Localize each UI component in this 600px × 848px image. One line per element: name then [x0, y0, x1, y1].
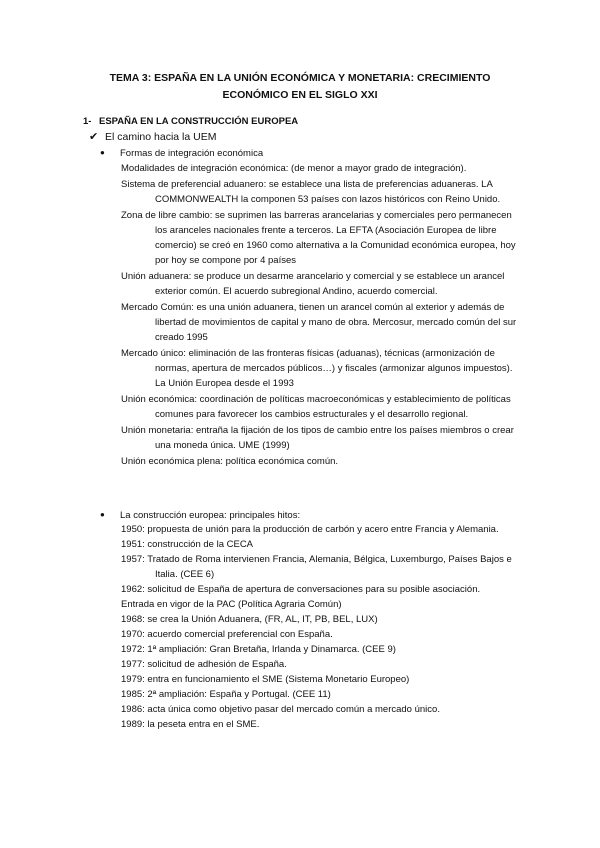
list-item: Unión económica plena: política económica común. [121, 456, 339, 467]
list-item: Mercado Común: es una unión aduanera, tienen un arancel común al exterior y además de libertad de movimientos de capital y mano de obra. Mercosur, mercado común del sur creado 1995 [121, 302, 517, 343]
list-item: 1986: acta única como objetivo pasar del mercado común a mercado único. [121, 704, 440, 715]
list-item: Sistema de preferencial aduanero: se establece una lista de preferencias aduaneras. LA COMMONWEALTH la componen 53 países con lazos históricos con Reino Unido. [121, 179, 501, 205]
list-item: 1968: se crea la Unión Aduanera, (FR, AL, IT, PB, BEL, LUX) [121, 614, 378, 625]
list-item: 1989: la peseta entra en el SME. [121, 719, 260, 730]
bullet-item [100, 508, 300, 523]
title-line-1: TEMA 3: ESPAÑA EN LA UNIÓN ECONÓMICA Y MONETARIA: CRECIMIENTO [109, 72, 491, 84]
bullet-icon: ● [100, 510, 105, 519]
list-item: 1972: 1ª ampliación: Gran Bretaña, Irlanda y Dinamarca. (CEE 9) [121, 644, 396, 655]
list-item: Unión económica: coordinación de políticas macroeconómicas y establecimiento de políticas comunes para favorecer los cambios estructurales y el desarrollo regional. [121, 394, 511, 420]
bullet-item [100, 146, 263, 161]
title-line-2: ECONÓMICO EN EL SIGLO XXI [222, 89, 378, 101]
list-item: Zona de libre cambio: se suprimen las barreras arancelarias y comerciales pero permanecen los aranceles nacionales frente a terceros. La EFTA (Asociación Europea de libre comercio) se creó en 1960 como alternativa a la Comunidad económica europea, hoy por hoy se compone por 4 países [121, 210, 516, 266]
milestones-list [121, 522, 521, 732]
section-label: ESPAÑA EN LA CONSTRUCCIÓN EUROPEA [99, 116, 299, 127]
list-item: Entrada en vigor de la PAC (Política Agraria Común) [121, 599, 342, 610]
section-number: 1- [83, 116, 92, 127]
list-item: Modalidades de integración económica: (de menor a mayor grado de integración). [121, 163, 467, 174]
list-item: 1951: construcción de la CECA [121, 539, 254, 550]
list-item: Mercado único: eliminación de las fronteras físicas (aduanas), técnicas (armonización de normas, apertura de mercados públicos…) y fiscales (armonizar algunos impuestos). La Unión Europea desde el 1993 [121, 348, 513, 389]
checklist-item [89, 130, 216, 144]
list-item: Unión monetaria: entraña la fijación de los tipos de cambio entre los países miembros o crear una moneda única. UME (1999) [121, 425, 514, 451]
bullet-icon: ● [100, 148, 105, 157]
list-item: 1979: entra en funcionamiento el SME (Sistema Monetario Europeo) [121, 674, 410, 685]
page-title [60, 70, 540, 104]
list-item: 1962: solicitud de España de apertura de conversaciones para su posible asociación. [121, 584, 481, 595]
checklist-label: El camino hacia la UEM [105, 131, 217, 143]
checkmark-icon: ✔ [89, 131, 99, 143]
list-item: 1970: acuerdo comercial preferencial con España. [121, 629, 333, 640]
section-heading [83, 115, 298, 129]
integration-list [121, 161, 521, 470]
list-item: 1950: propuesta de unión para la producción de carbón y acero entre Francia y Alemania. [121, 524, 499, 535]
bullet-label: La construcción europea: principales hitos: [120, 510, 301, 521]
bullet-label: Formas de integración económica [120, 148, 264, 159]
list-item: 1985: 2ª ampliación: España y Portugal. (CEE 11) [121, 689, 331, 700]
list-item: 1977: solicitud de adhesión de España. [121, 659, 287, 670]
list-item: Unión aduanera: se produce un desarme arancelario y comercial y se establece un arancel exterior común. El acuerdo subregional Andino, acuerdo comercial. [121, 271, 505, 297]
list-item: 1957: Tratado de Roma intervienen Francia, Alemania, Bélgica, Luxemburgo, Países Bajos e Italia. (CEE 6) [121, 554, 512, 580]
